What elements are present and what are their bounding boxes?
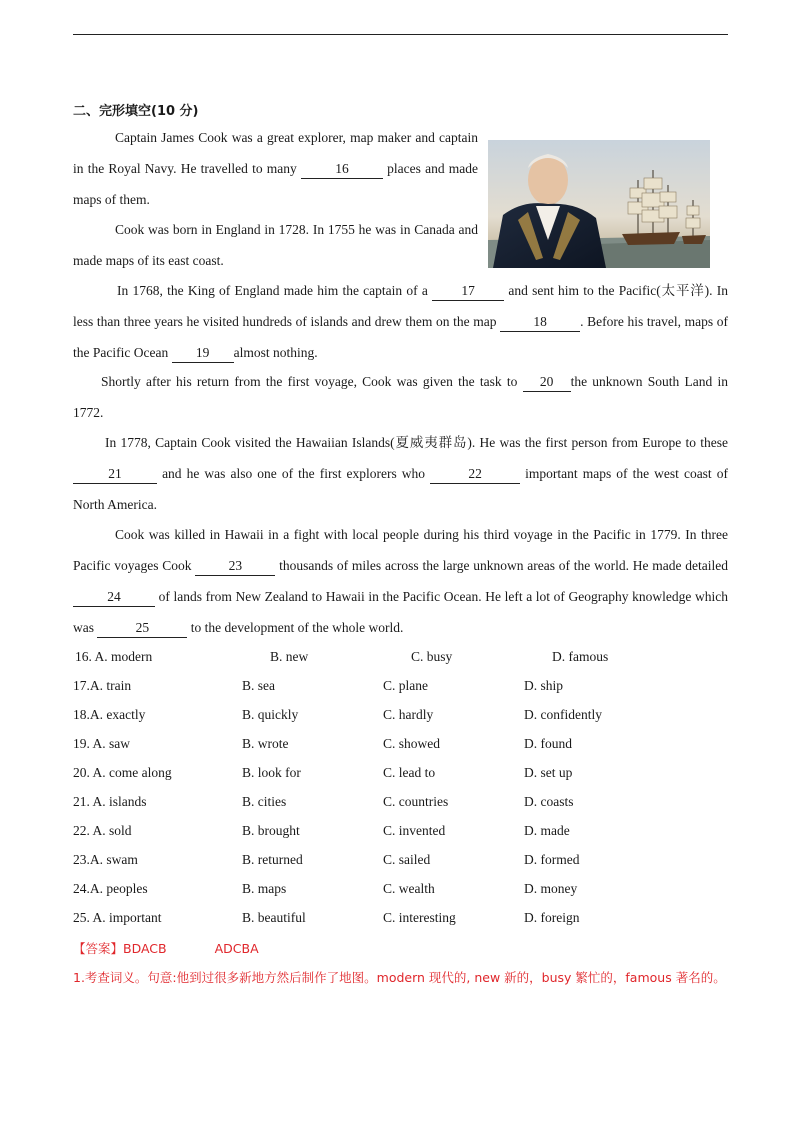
blank-24: 24 (73, 588, 155, 607)
option-b: B. look for (242, 765, 301, 780)
option-b: B. wrote (242, 736, 289, 751)
paragraph-3-text-c: . Before his travel, maps of the Pacific Ocean (73, 314, 728, 360)
option-b: B. maps (242, 881, 287, 896)
option-d: D. money (524, 881, 578, 896)
option-a: 24.A. peoples (73, 881, 148, 896)
option-a: 16. A. modern (75, 649, 153, 664)
option-row-24 (73, 879, 728, 899)
explanation: 1.考查词义。句意:他到过很多新地方然后制作了地图。modern 现代的, new 新的，busy 繁忙的，famous 著名的。 (73, 970, 726, 985)
option-b: B. beautiful (242, 910, 306, 925)
option-a: 17.A. train (73, 678, 132, 693)
option-b: B. brought (242, 823, 300, 838)
option-c: C. busy (411, 649, 453, 664)
paragraph-4 (73, 366, 728, 428)
option-row-22 (73, 821, 728, 841)
option-c: C. countries (383, 794, 449, 809)
option-d: D. formed (524, 852, 580, 867)
section-title: 二、完形填空(10 分) (73, 104, 199, 119)
option-b: B. sea (242, 678, 275, 693)
option-row-16 (73, 647, 728, 667)
option-a: 25. A. important (73, 910, 162, 925)
paragraph-2-text: Cook was born in England in 1728. In 1755 he was in Canada and made maps of its east coast. (73, 222, 478, 268)
option-b: B. returned (242, 852, 303, 867)
header-rule (73, 34, 728, 35)
blank-22: 22 (430, 465, 520, 484)
option-c: C. invented (383, 823, 446, 838)
option-d: D. confidently (524, 707, 602, 722)
option-b: B. cities (242, 794, 287, 809)
blank-20: 20 (523, 373, 571, 392)
option-a: 19. A. saw (73, 736, 130, 751)
paragraph-1 (73, 122, 478, 215)
paragraph-3-text-d: almost nothing. (233, 345, 318, 360)
option-row-23 (73, 850, 728, 870)
blank-16: 16 (301, 160, 383, 179)
option-b: B. quickly (242, 707, 299, 722)
option-a: 22. A. sold (73, 823, 132, 838)
paragraph-6-text-c: of lands from New Zealand to Hawaii in the Pacific Ocean. He left a lot of Geography knowledge which was (73, 589, 728, 635)
option-c: C. wealth (383, 881, 435, 896)
paragraph-5-text-a: In 1778, Captain Cook visited the Hawaiian Islands(夏威夷群岛). He was the first person from Europe to these (105, 435, 728, 450)
paragraph-4-text-b: the unknown South Land in 1772. (73, 374, 728, 420)
answer-key (73, 939, 259, 957)
paragraph-6-text-a: Cook was killed in Hawaii in a fight with local people during his third voyage in the Pacific in 1779. In three Pacific voyages Cook (73, 527, 728, 573)
paragraph-6-text-d: to the development of the whole world. (190, 620, 404, 635)
option-c: C. hardly (383, 707, 434, 722)
blank-23: 23 (195, 557, 275, 576)
answer-second: ADCBA (214, 941, 259, 956)
option-row-17 (73, 676, 728, 696)
paragraph-3 (73, 275, 728, 368)
option-c: C. plane (383, 678, 428, 693)
option-d: D. foreign (524, 910, 580, 925)
option-c: C. sailed (383, 852, 431, 867)
paragraph-6 (73, 519, 728, 643)
option-a: 20. A. come along (73, 765, 172, 780)
option-c: C. showed (383, 736, 440, 751)
paragraph-3-text-b: and sent him to the Pacific(太平洋). In less than three years he visited hundreds of islands and drew them on the map (73, 283, 729, 329)
option-a: 23.A. swam (73, 852, 138, 867)
option-row-19 (73, 734, 728, 754)
blank-19: 19 (172, 344, 234, 363)
option-c: C. lead to (383, 765, 436, 780)
paragraph-3-text-a: In 1768, the King of England made him the captain of a (117, 283, 428, 298)
option-d: D. found (524, 736, 572, 751)
blank-18: 18 (500, 313, 580, 332)
option-row-25 (73, 908, 728, 928)
paragraph-6-text-b: thousands of miles across the large unknown areas of the world. He made detailed (279, 558, 729, 573)
blank-25: 25 (97, 619, 187, 638)
blank-21: 21 (73, 465, 157, 484)
paragraph-5-text-c: important maps of the west coast of North America. (73, 466, 728, 512)
paragraph-5 (73, 427, 728, 520)
option-d: D. ship (524, 678, 564, 693)
option-d: D. made (524, 823, 570, 838)
answer-label: 【答案】BDACB (73, 941, 167, 956)
option-row-20 (73, 763, 728, 783)
option-a: 21. A. islands (73, 794, 147, 809)
option-row-21 (73, 792, 728, 812)
blank-17: 17 (432, 282, 504, 301)
option-a: 18.A. exactly (73, 707, 146, 722)
paragraph-4-text-a: Shortly after his return from the first voyage, Cook was given the task to (101, 374, 518, 389)
option-d: D. famous (552, 649, 609, 664)
option-d: D. set up (524, 765, 573, 780)
paragraph-1-text-b: places and made maps of them. (73, 161, 479, 207)
paragraph-5-text-b: and he was also one of the first explorers who (162, 466, 426, 481)
option-d: D. coasts (524, 794, 574, 809)
paragraph-2 (73, 214, 478, 276)
paragraph-1-text-a: Captain James Cook was a great explorer, map maker and captain in the Royal Navy. He travelled to many (73, 130, 478, 176)
captain-cook-portrait (488, 140, 710, 268)
option-row-18 (73, 705, 728, 725)
option-c: C. interesting (383, 910, 456, 925)
option-b: B. new (270, 649, 309, 664)
